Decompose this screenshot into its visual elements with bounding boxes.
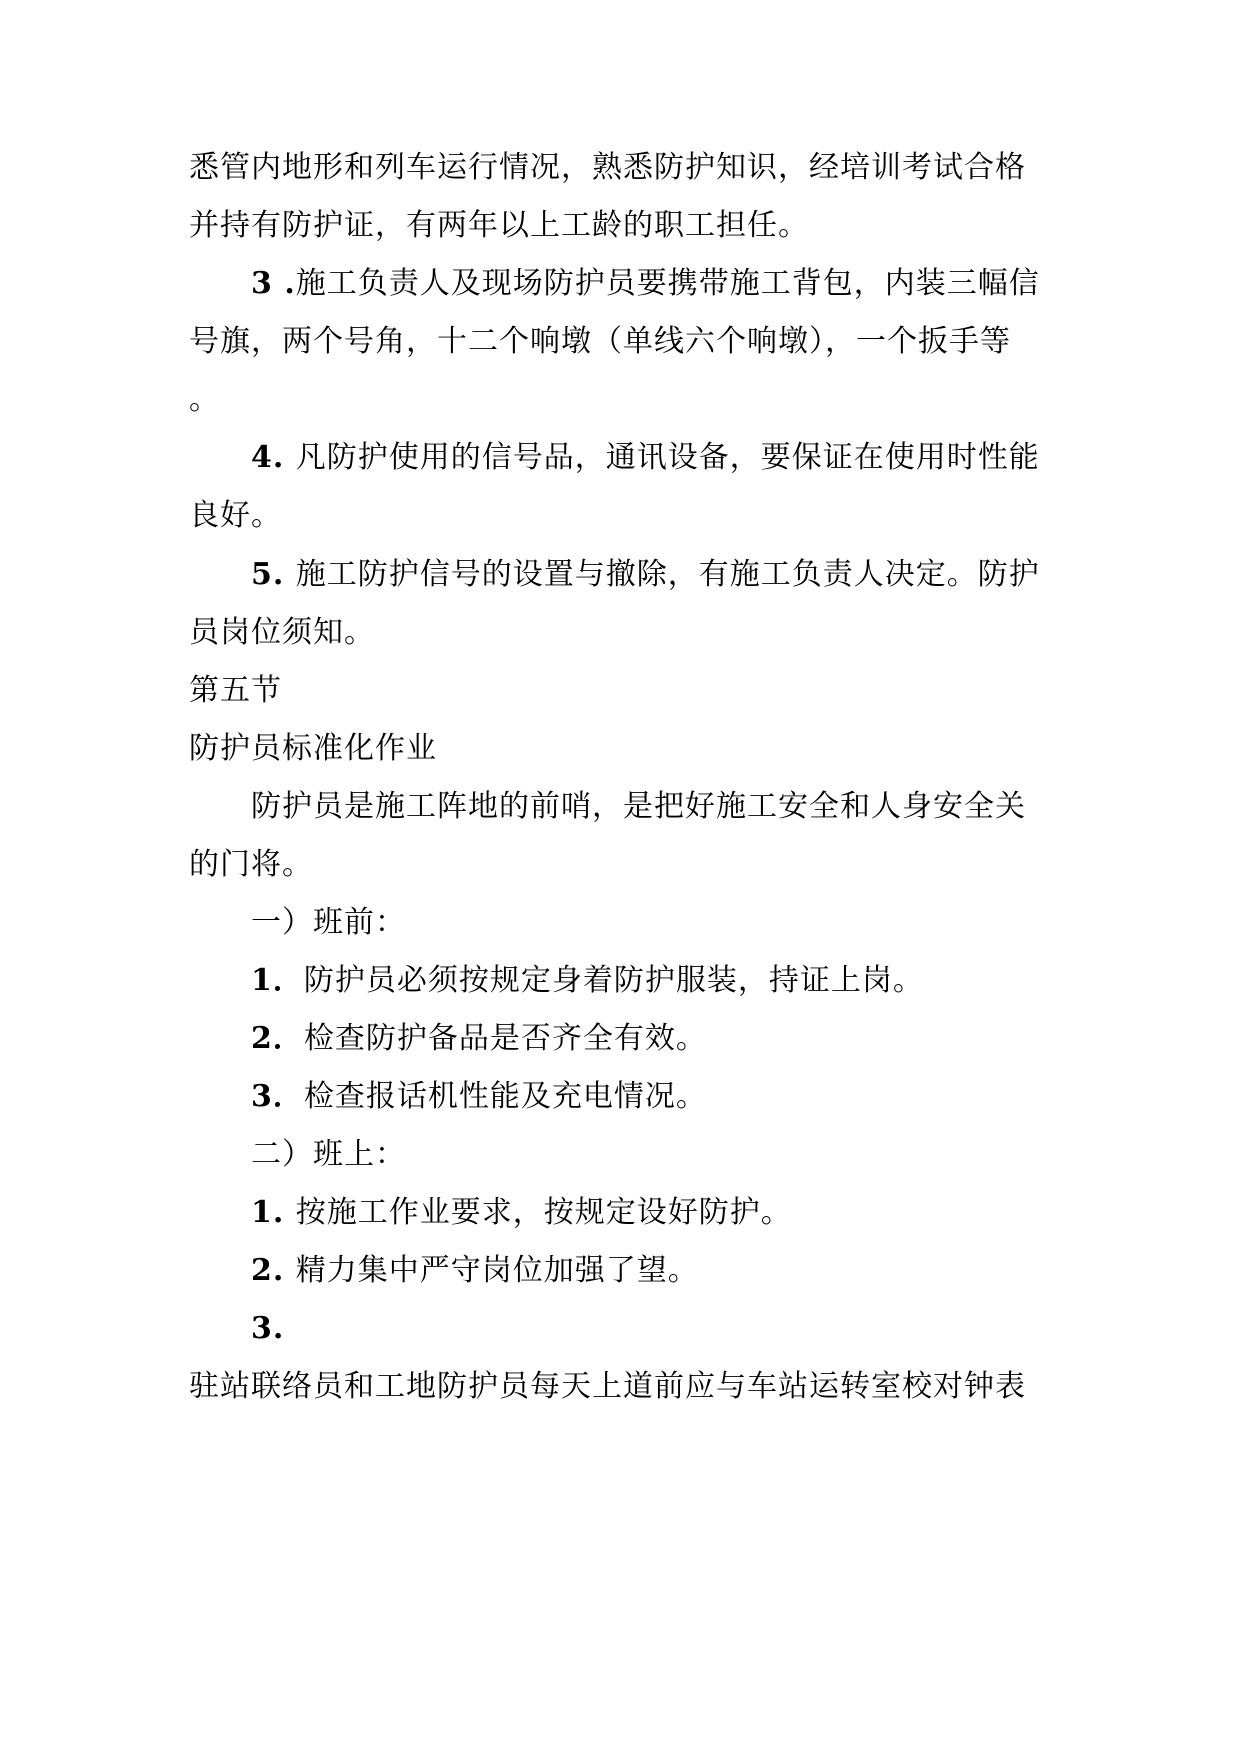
list-item: 1. 按施工作业要求，按规定设好防护。: [251, 1195, 792, 1230]
item-number: 3 .: [251, 266, 296, 301]
item-number: 3．: [251, 1079, 304, 1114]
paragraph-line: 驻站联络员和工地防护员每天上道前应与车站运转室校对钟表: [189, 1369, 1026, 1404]
item-number: 2.: [251, 1253, 296, 1288]
paragraph-line: 3 .施工负责人及现场防护员要携带施工背包，内装三幅信: [251, 266, 1040, 301]
item-number: 1.: [251, 1195, 296, 1230]
item-number: 4.: [251, 440, 296, 475]
list-item: 2．检查防护备品是否齐全有效。: [251, 1021, 707, 1056]
paragraph-line: 良好。: [189, 498, 282, 533]
section-title: 防护员标准化作业: [189, 731, 437, 766]
section-heading: 第五节: [189, 673, 282, 708]
paragraph-line: 的门将。: [189, 847, 313, 882]
item-number: 2．: [251, 1021, 304, 1056]
list-item: 1．防护员必须按规定身着防护服装，持证上岗。: [251, 963, 924, 998]
list-item: 2. 精力集中严守岗位加强了望。: [251, 1253, 699, 1288]
paragraph-line: 号旗，两个号角，十二个响墩（单线六个响墩），一个扳手等: [189, 324, 1011, 359]
list-item: [251, 1309, 284, 1349]
list-item: 3．检查报话机性能及充电情况。: [251, 1079, 707, 1114]
paragraph-line: 防护员是施工阵地的前哨，是把好施工安全和人身安全关: [251, 789, 1026, 824]
paragraph-line: 员岗位须知。: [189, 615, 375, 650]
subheading: 二）班上：: [251, 1137, 406, 1172]
item-number: 5.: [251, 557, 296, 592]
paragraph-line: 悉管内地形和列车运行情况，熟悉防护知识，经培训考试合格: [189, 150, 1026, 185]
item-number: 1．: [251, 963, 304, 998]
item-number: 3.: [251, 1311, 285, 1346]
paragraph-line: 5. 施工防护信号的设置与撤除，有施工负责人决定。防护: [251, 557, 1040, 592]
paragraph-line: 4. 凡防护使用的信号品，通讯设备，要保证在使用时性能: [251, 440, 1040, 475]
paragraph-line: 并持有防护证，有两年以上工龄的职工担任。: [189, 208, 809, 243]
paragraph-line: 。: [189, 382, 220, 417]
subheading: 一）班前：: [251, 905, 406, 940]
